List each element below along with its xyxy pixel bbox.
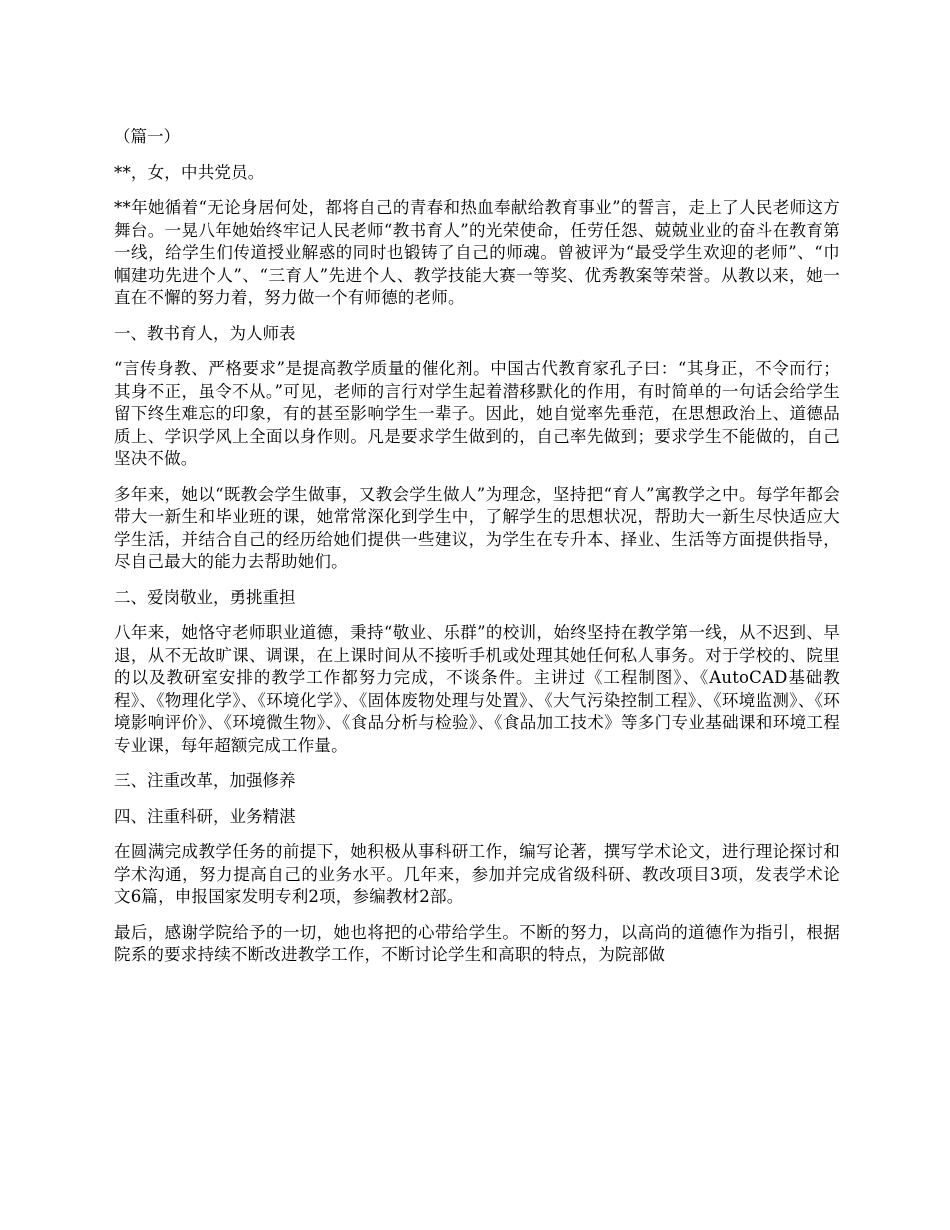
paragraph-2: “言传身教、严格要求”是提高教学质量的催化剂。中国古代教育家孔子曰：“其身正，不令而行；其身不正，虽令不从。”可见，老师的言行对学生起着潜移默化的作用，有时简单的一句话会给学生留下终生难忘的印象，有的甚至影响学生一辈子。因此，她自觉率先垂范，在思想政治上、道德品质上、学识学风上全面以身作则。凡是要求学生做到的，自己率先做到；要求学生不能做的，自己坚决不做。 <box>114 359 840 468</box>
heading-2: 二、爱岗敬业，勇挑重担 <box>114 587 296 607</box>
paragraph-1: **年她循着“无论身居何处，都将自己的青春和热血奉献给教育事业”的誓言，走上了人民老师这方舞台。一晃八年她始终牢记人民老师“教书育人”的光荣使命，任劳任怨、兢兢业业的奋斗在教育第一线，给学生们传道授业解惑的同时也锻铸了自己的师魂。曾被评为“最受学生欢迎的老师”、“巾帼建功先进个人”、“三育人”先进个人、教学技能大赛一等奖、优秀教案等荣誉。从教以来，她一直在不懈的努力着，努力做一个有师德的老师。 <box>114 198 840 307</box>
intro-paragraph: **，女，中共党员。 <box>114 162 265 182</box>
paragraph-6: 最后，感谢学院给予的一切，她也将把的心带给学生。不断的努力，以高尚的道德作为指引，根据院系的要求持续不断改进教学工作，不断讨论学生和高职的特点，为院部做 <box>114 922 840 964</box>
heading-1: 一、教书育人，为人师表 <box>114 323 296 343</box>
heading-4: 四、注重科研，业务精湛 <box>114 806 296 826</box>
paragraph-5: 在圆满完成教学任务的前提下，她积极从事科研工作，编写论著，撰写学术论文，进行理论探讨和学术沟通，努力提高自己的业务水平。几年来，参加并完成省级科研、教改项目3项，发表学术论文6篇，申报国家发明专利2项，参编教材2部。 <box>114 842 840 906</box>
paragraph-4: 八年来，她恪守老师职业道德，秉持“敬业、乐群”的校训，始终坚持在教学第一线，从不迟到、早退，从不无故旷课、调课，在上课时间从不接听手机或处理其她任何私人事务。对于学校的、院里的以及教研室安排的教学工作都努力完成，不谈条件。主讲过《工程制图》、《AutoCAD基础教程》、《物理化学》、《环境化学》、《固体废物处理与处置》、《大气污染控制工程》、《环境监测》、《环境影响评价》、《环境微生物》、《食品分析与检验》、《食品加工技术》等多门专业基础课和环境工程专业课，每年超额完成工作量。 <box>114 623 840 755</box>
paragraph-3: 多年来，她以“既教会学生做事，又教会学生做人”为理念，坚持把“育人”寓教学之中。每学年都会带大一新生和毕业班的课，她常常深化到学生中，了解学生的思想状况，帮助大一新生尽快适应大学生活，并结合自己的经历给她们提供一些建议，为学生在专升本、择业、生活等方面提供指导，尽自己最大的能力去帮助她们。 <box>114 484 840 571</box>
section-label: （篇一） <box>114 127 180 146</box>
document-body <box>114 126 840 980</box>
heading-3: 三、注重改革，加强修养 <box>114 771 296 790</box>
